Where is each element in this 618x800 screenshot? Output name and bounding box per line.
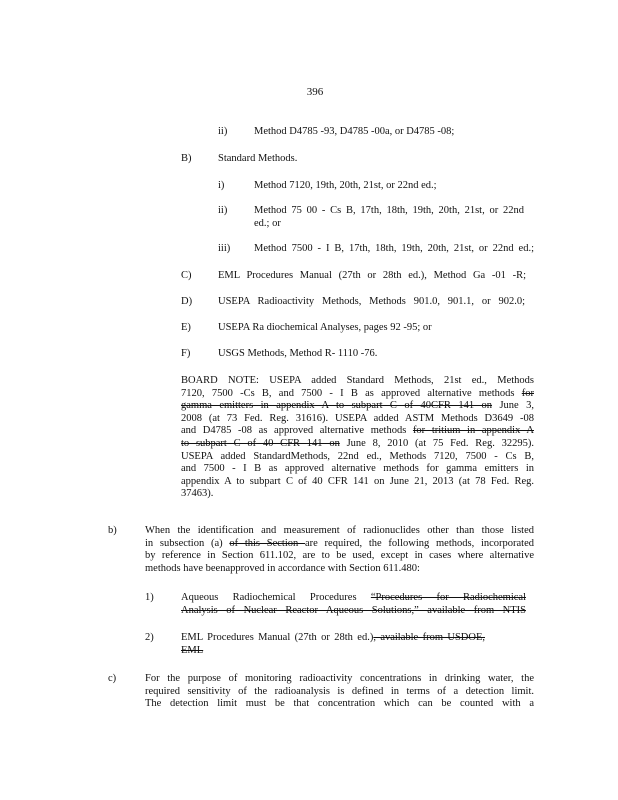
section-text: For the purpose of monitoring radioactivity concentrations in drinking water, the required sensitivity of the radioanalysis is defined in terms of a detection limit. The detection limit must be that concentration which can be counted with a: [145, 673, 534, 710]
section-label: c): [108, 673, 117, 684]
item-text: USEPA Ra diochemical Analyses, pages 92 -95; or: [218, 322, 432, 333]
item-text: Method 7500 - I B, 17th, 18th, 19th, 20th, 21st, or 22nd ed.;: [254, 243, 534, 254]
deleted-text: “Procedures for Radiochemical: [370, 592, 526, 603]
item-label: iii): [218, 243, 231, 254]
item-text: Method D4785 -93, D4785 -00a, or D4785 -08;: [254, 126, 455, 137]
item-label: i): [218, 180, 225, 191]
deleted-text: for tritium in appendix A: [412, 425, 534, 437]
deleted-text: to subpart C of 40 CFR 141 on: [181, 437, 340, 449]
item-label: 2): [145, 632, 154, 643]
item-text: EML Procedures Manual (27th or 28th ed.), available from USDOE, EML: [181, 632, 485, 656]
item-label: ii): [218, 126, 228, 137]
item-text: Method 7120, 19th, 20th, 21st, or 22nd ed.;: [254, 180, 437, 191]
item-text: Method 75 00 - Cs B, 17th, 18th, 19th, 20th, 21st, or 22nd ed.; or: [254, 205, 524, 229]
board-note: BOARD NOTE: USEPA added Standard Methods, 21st ed., Methods 7120, 7500 -Cs B, and 7500 - I B as approved alternative methods for gamma emitters in appendix A to subpart C of 40CFR 141 on June 3, 2008 (at 73 Fed. Reg. 31616). USEPA added ASTM Methods D3649 -08 and D4785 -08 as approved alternative methods for tritium in appendix A to subpart C of 40 CFR 141 on June 8, 2010 (at 75 Fed. Reg. 32295). USEPA added StandardMethods, 22nd ed., Methods 7120, 7500 - Cs B, and 7500 - I B as approved alternative methods for gamma emitters in appendix A to subpart C of 40 CFR 141 on June 21, 2013 (at 78 Fed. Reg. 37463).: [181, 375, 535, 500]
item-text: Aqueous Radiochemical Procedures “Procedures for Radiochemical Analysis of Nuclear Reactor Aqueous Solutions,” available from NTIS: [181, 592, 526, 616]
item-label: B): [181, 153, 192, 164]
deleted-text: gamma emitters in appendix A to subpart C of 40CFR 141 on: [181, 400, 493, 412]
deleted-text: of this Section: [229, 537, 305, 549]
item-label: 1): [145, 592, 154, 603]
section-text: When the identification and measurement of radionuclides other than those listed in subsection (a) of this Section are required, the following methods, incorporated by reference in Section 611.102, are to be used, except in cases where alternative methods have beenapproved in accordance with Section 611.480:: [145, 525, 534, 574]
deleted-text: EML: [181, 644, 204, 656]
section-label: b): [108, 525, 117, 536]
deleted-text: for: [521, 387, 534, 399]
item-text: Standard Methods.: [218, 153, 298, 164]
deleted-text: Analysis of Nuclear Reactor Aqueous Solutions,” available from NTIS: [181, 604, 526, 616]
item-text: USGS Methods, Method R- 1110 -76.: [218, 348, 378, 359]
item-text: USEPA Radioactivity Methods, Methods 901.0, 901.1, or 902.0;: [218, 296, 525, 307]
item-label: C): [181, 270, 192, 281]
item-label: F): [181, 348, 191, 359]
page-number: 396: [306, 86, 324, 98]
item-label: ii): [218, 205, 228, 216]
item-label: D): [181, 296, 193, 307]
item-label: E): [181, 322, 191, 333]
item-text: EML Procedures Manual (27th or 28th ed.), Method Ga -01 -R;: [218, 270, 526, 281]
deleted-text: , available from USDOE,: [373, 632, 485, 643]
